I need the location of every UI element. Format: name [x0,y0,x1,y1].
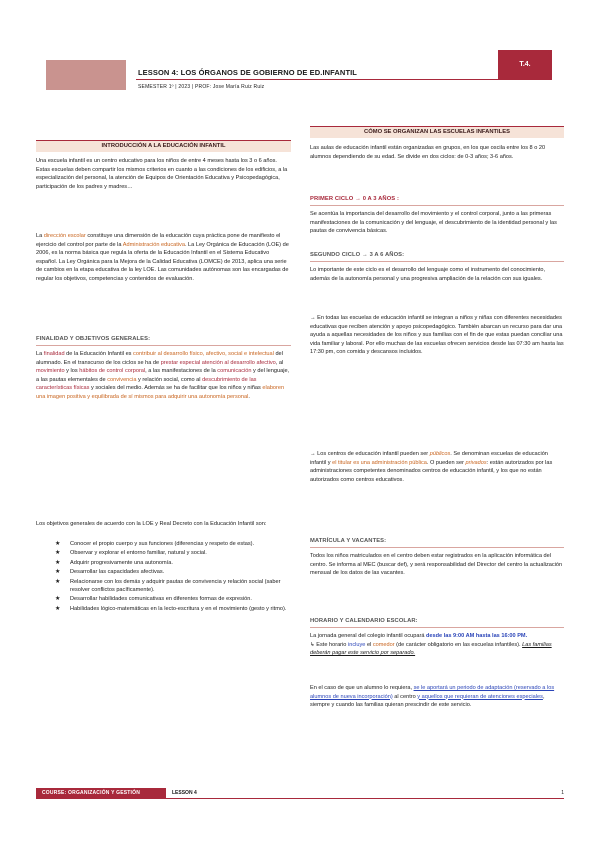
schedule-paragraph-2: En el caso de que un alumno lo requiera, se le aportará un periodo de adaptación (reservado a los alumnos de nueva incorporación) al centro y aquellos que requieran de atenciones especiales, siempre y cuando las familias quieran prescindir de este servicio. [310,685,555,709]
list-item: ★ Desarrollar habilidades comunicativas en diferentes formas de expresión. [52,595,287,603]
enrollment-paragraph: Todos los niños matriculados en el centro deben estar registrados en la aplicación informática del centro. Se informa al MEC (buscar def), y será responsabilidad del Director del centro la actualización mensual de los datos de las vacantes. [310,553,563,577]
organization-paragraph: Las aulas de educación infantil están organizadas en grupos, en los que oscila entre los 8 o 20 alumnos dependiendo de su edad. Se divide en dos ciclos: de 0-3 años; 3-6 años. [310,145,546,160]
goals-divider [36,345,291,346]
list-item: ★ Observar y explorar el entorno familiar, natural y social. [52,549,287,557]
second-cycle-heading: SEGUNDO CICLO → 3 A 6 AÑOS: [310,252,405,258]
intro-section-heading: INTRODUCCIÓN A LA EDUCACIÓN INFANTIL [36,140,291,152]
objectives-list [52,540,287,614]
schedule-heading: HORARIO Y CALENDARIO ESCOLAR: [310,618,418,624]
list-item: ★ Habilidades lógico-matemáticas en la lecto-escritura y en el movimiento (gesto y ritmo). [52,605,287,613]
page-title: LESSON 4: LOS ÓRGANOS DE GOBIERNO DE ED.INFANTIL [138,68,357,77]
goals-paragraph: La finalidad de la Educación Infantil es contribuir al desarrollo físico, afectivo, social e intelectual del alumnado. En el transcurso de los ciclos se ha de prestar especial atención al desarrollo afectivo, al movimiento y los hábitos de control corporal, a las manifestaciones de la comunicación y del lenguaje, a las pautas elementales de convivencia y relación social, como al descubrimiento de las características físicas y sociales del medio. Además se ha de facilitar que los niños y niñas elaboren una imagen positiva y equilibrada de sí mismos para adquirir una autonomía personal. [36,351,290,400]
objectives-intro: Los objetivos generales de acuerdo con la LOE y Real Decreto con la Educación Infantil son: [36,521,267,527]
star-icon: ★ [55,569,61,576]
footer-course: COURSE: ORGANIZACIÓN Y GESTIÓN [36,788,166,798]
page-subtitle: SEMESTER 1º | 2023 | PROF: Jose María Ruiz Ruiz [138,84,265,90]
star-icon: ★ [55,605,61,612]
first-cycle-paragraph: Se acentúa la importancia del desarrollo del movimiento y el control corporal, junto a las primeras manifestaciones de la comunicación y del lenguaje, el descubrimiento de la identidad personal y las pautas de convivencia básicas. [310,211,557,235]
highlight-administracion: Administración educativa [122,241,185,248]
intro-paragraph-1: Una escuela infantil es un centro educativo para los niños de entre 4 meses hasta los 3 o 6 años. Estas escuelas deben compartir los mismos criterios en cuanto a las condiciones de los edificios, a la especialización del personal, la atención de Equipos de Orientación Educativa y Psicopedagógica, participación de los padres y madres… [36,158,288,190]
first-cycle-divider [310,205,564,206]
footer-divider [36,798,564,799]
header-divider [136,79,552,80]
second-cycle-paragraph-3: → Los centros de educación infantil pueden ser públicos. Se denominan escuelas de educación infantil y el titular es una administración pública. O pueden ser privados: están autorizados por las administraciones competentes denominados centros de educación infantil, y los que no están autorizados como centros educativos. [310,451,553,483]
list-item: ★ Relacionarse con los demás y adquirir pautas de convivencia y relación social (saber resolver conflictos pacíficamente). [52,578,287,595]
list-item: ★ Desarrollar las capacidades afectivas. [52,568,287,576]
star-icon: ★ [55,559,61,566]
lesson-badge: T.4. [498,50,552,80]
first-cycle-heading: PRIMER CICLO → 0 A 3 AÑOS : [310,196,400,202]
enrollment-heading: MATRÍCULA Y VACANTES: [310,538,387,544]
second-cycle-divider [310,261,564,262]
schedule-paragraph-1: La jornada general del colegio infantil ocupará desde las 9:00 AM hasta las 16:00 PM. ↳ Este horario incluye el comedor (de carácter obligatorio en las escuelas infantiles). Las familias deberán pagar este servicio por separado. [310,633,552,657]
page-number: 1 [561,790,564,796]
star-icon: ★ [55,550,61,557]
star-icon: ★ [55,596,61,603]
footer-lesson: LESSON 4 [172,790,197,796]
header-decor-block [46,60,126,90]
star-icon: ★ [55,578,61,585]
second-cycle-paragraph-1: Lo importante de este ciclo es el desarrollo del lenguaje como el instrumento del conocimiento, además de la autonomía personal y una progresiva ampliación de la relación con sus iguales. [310,267,546,282]
list-item: ★ Adquirir progresivamente una autonomía. [52,559,287,567]
list-item: ★ Conocer el propio cuerpo y sus funciones (diferencias y respeto de estas). [52,540,287,548]
schedule-divider [310,627,564,628]
second-cycle-paragraph-2: → En todas las escuelas de educación infantil se integran a niños y niñas con diferentes necesidades educativas que reciben atención y apoyo psicopedagógico. También abarcan un recurso para dar una ayuda a aquellas necesidades de los niños y sus familias con el fin de que estas puedan conciliar una vida familiar y laboral. Por ello muchas de las escuelas ofrecen servicios desde las 07:30 am hasta las 17:30 pm, con comida y descansos incluidos. [310,315,564,356]
goals-heading: FINALIDAD Y OBJETIVOS GENERALES: [36,336,151,342]
organization-section-heading: CÓMO SE ORGANIZAN LAS ESCUELAS INFANTILES [310,126,564,138]
enrollment-divider [310,547,564,548]
highlight-direccion: dirección escolar [43,233,86,239]
star-icon: ★ [55,541,61,547]
intro-paragraph-2: La dirección escolar constituye una dimensión de la educación cuya práctica pone de manifiesto el ejercicio del control por parte de la Administración educativa. La Ley Orgánica de Educación (LOE) de 2006, es la norma básica que regula la oferta de la Educación Infantil en el Sistema Educativo español. La Ley Orgánica para la Mejora de la Calidad Educativa (LOMCE) de 2013, aplica una serie de cambios en la etapa educativa de la ley LOE. Las comunidades autónomas son las encargadas de regular los objetivos, competencias y contenidos de evaluación. [36,233,289,282]
page-footer [36,788,564,798]
